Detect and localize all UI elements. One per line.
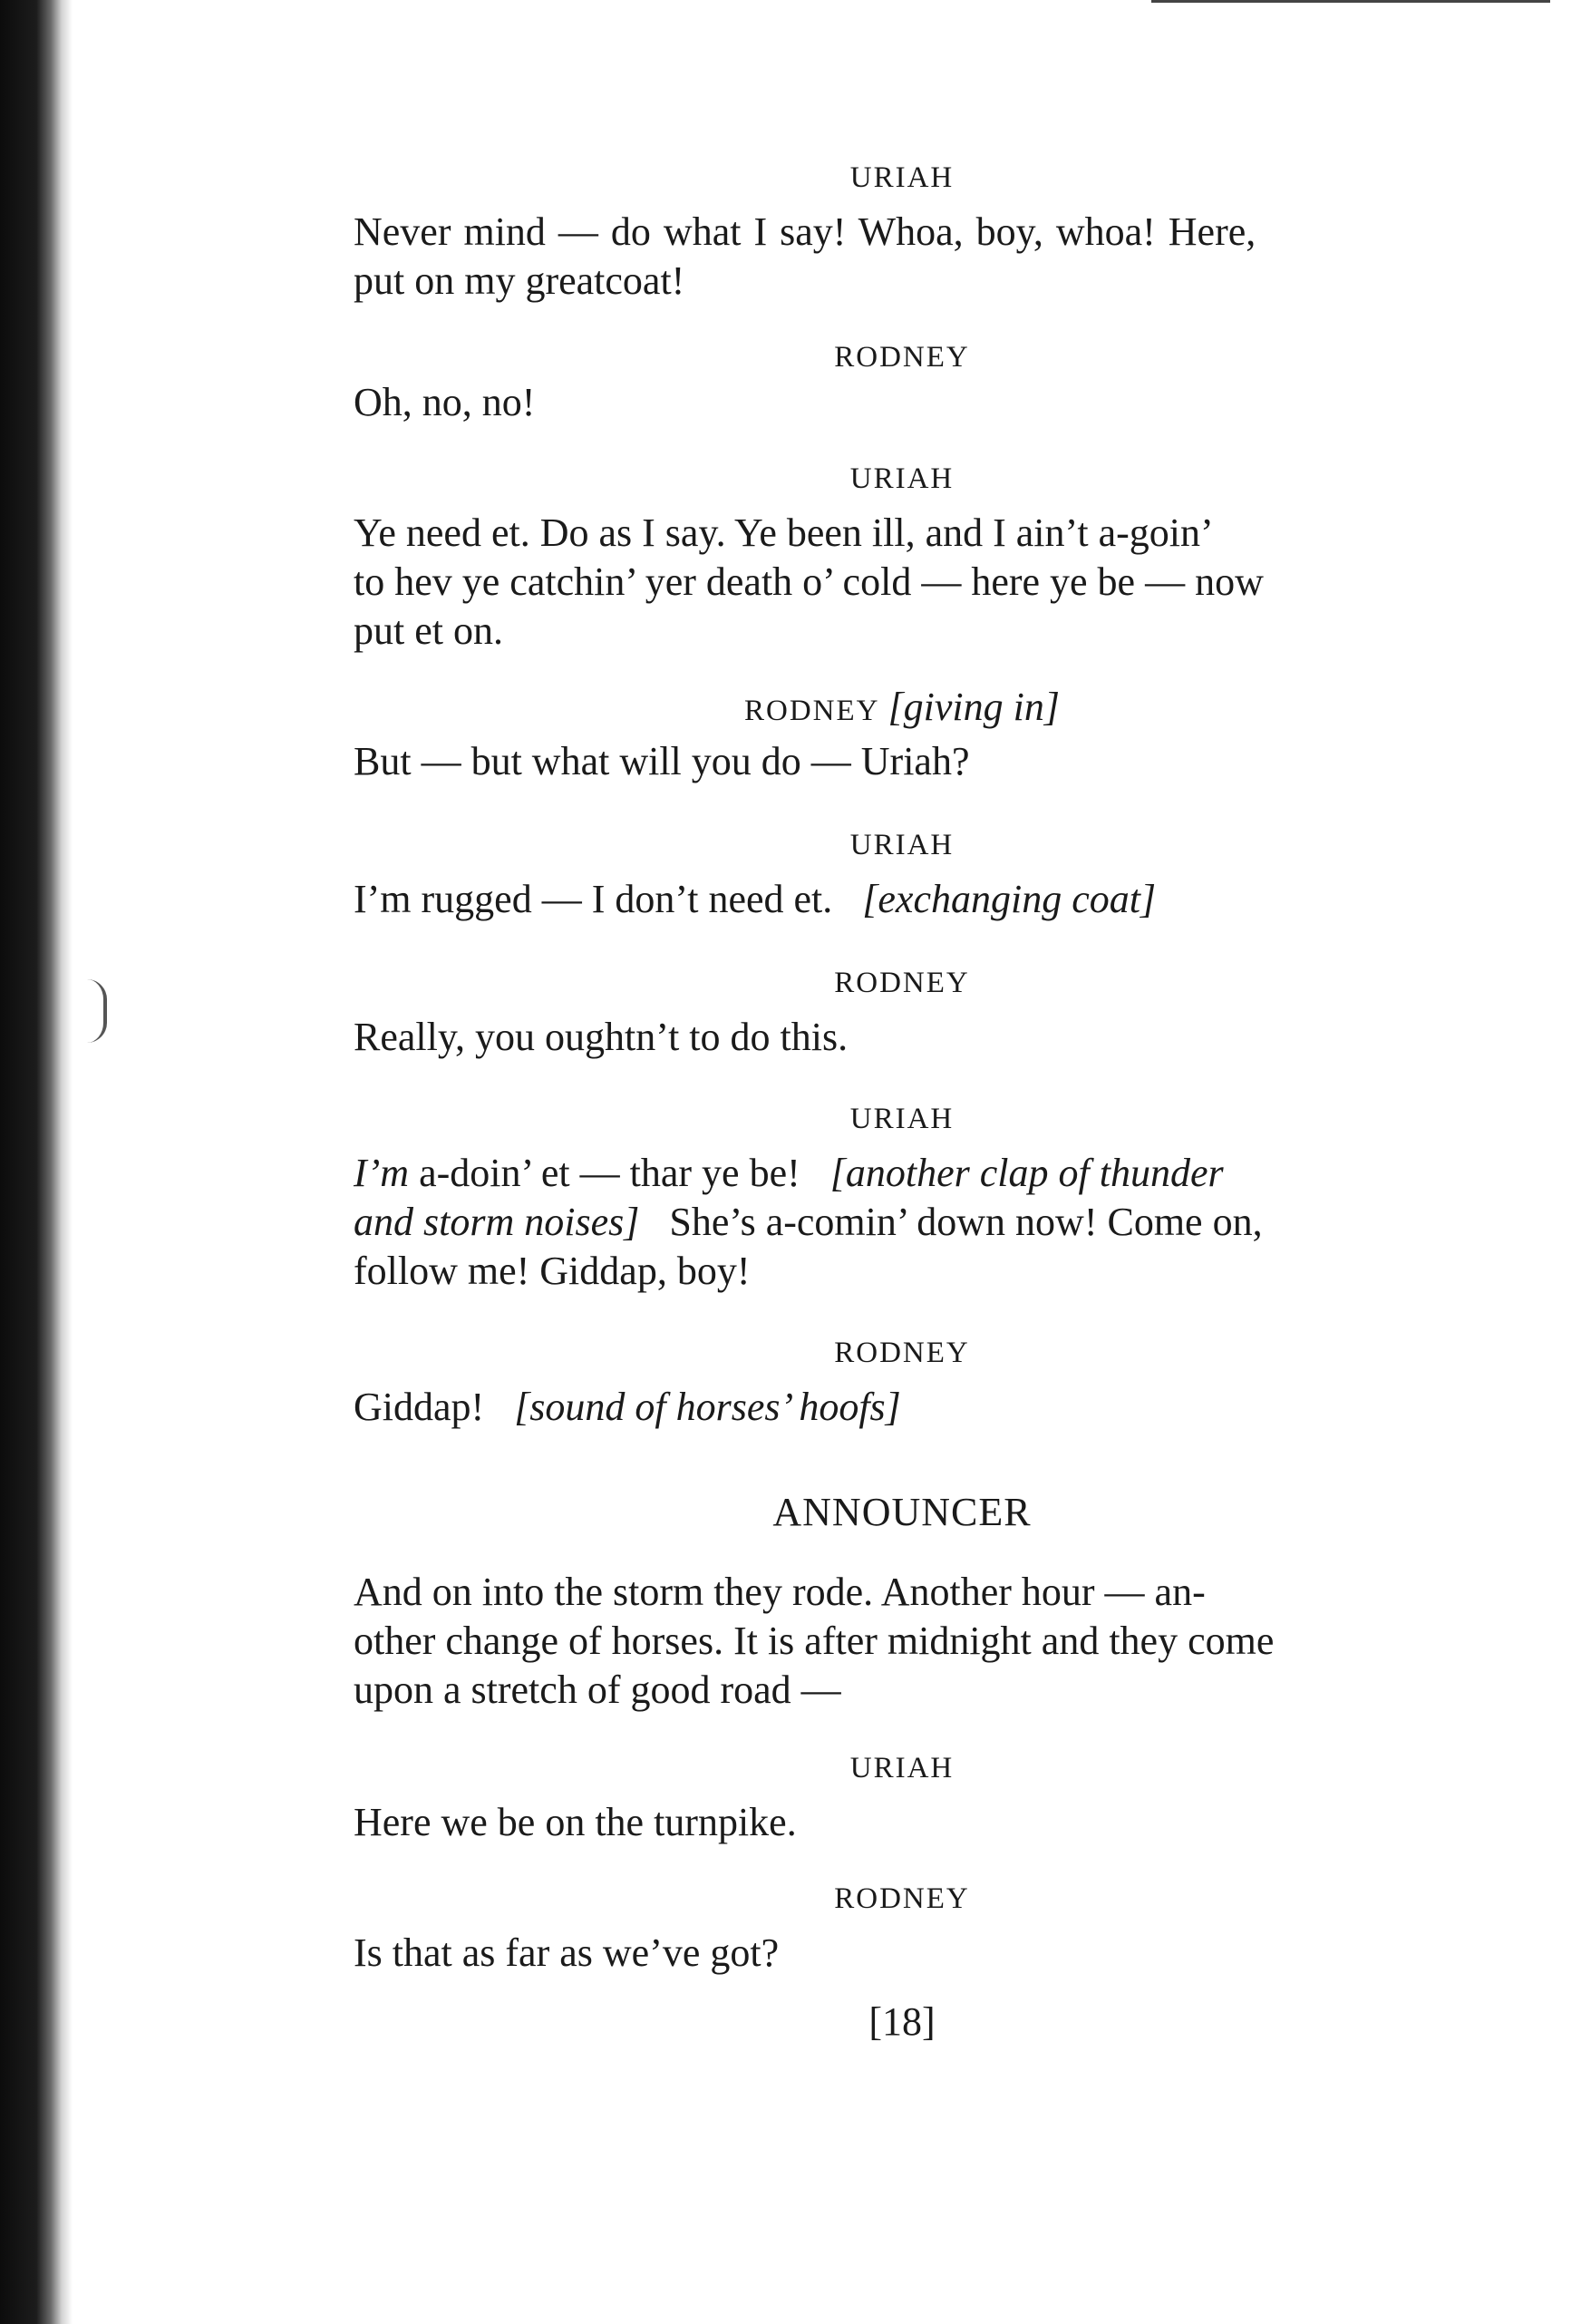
speaker-name: RODNEY (834, 341, 970, 374)
emphasis-word: I’m (354, 1151, 410, 1195)
dialogue-text: a-doin’ et — thar ye be! (419, 1151, 800, 1195)
dialogue-line: Here we be on the turnpike. (354, 1800, 797, 1844)
speaker-name: RODNEY (834, 967, 970, 999)
dialogue-text: Giddap! (354, 1385, 485, 1429)
stage-direction: [giving in] (887, 685, 1060, 729)
stage-direction: [sound of horses’ hoofs] (514, 1385, 901, 1429)
dialogue-line (354, 1150, 1450, 1197)
speaker-heading (354, 685, 1450, 729)
book-binding-shadow (0, 0, 73, 2324)
dialogue-line: to hev ye catchin’ yer death o’ cold — here ye be — now (354, 559, 1264, 604)
speaker-name: URIAH (849, 161, 955, 194)
script-page (354, 0, 1450, 2324)
dialogue-line (354, 876, 1450, 923)
speaker-name: ANNOUNCER (772, 1490, 1032, 1534)
speaker-name: URIAH (849, 462, 955, 495)
page-number: [18] (868, 1999, 936, 2044)
dialogue-line: put on my greatcoat! (354, 258, 685, 303)
speaker-name: URIAH (849, 829, 955, 861)
dialogue-text: She’s a-comin’ down now! Come on, (669, 1200, 1263, 1244)
speaker-name: URIAH (849, 1103, 955, 1135)
dialogue-line: other change of horses. It is after midnight and they come (354, 1619, 1275, 1663)
dialogue-line: Really, you oughtn’t to do this. (354, 1015, 849, 1059)
speaker-name: URIAH (849, 1752, 955, 1784)
dialogue-line: Oh, no, no! (354, 380, 536, 424)
dialogue-line: But — but what will you do — Uriah? (354, 739, 970, 783)
stage-direction: [another clap of thunder (829, 1151, 1224, 1195)
dialogue-line: And on into the storm they rode. Another hour — an- (354, 1570, 1206, 1614)
dialogue-line (354, 1384, 1450, 1431)
dialogue-line (354, 1199, 1450, 1246)
dialogue-line: Is that as far as we’ve got? (354, 1930, 780, 1975)
dialogue-line: follow me! Giddap, boy! (354, 1249, 751, 1293)
speaker-name: RODNEY (834, 1882, 970, 1915)
binding-mark (87, 979, 107, 1043)
dialogue-text: I’m rugged — I don’t need et. (354, 877, 833, 921)
dialogue-line: upon a stretch of good road — (354, 1668, 841, 1712)
stage-direction: and storm noises] (354, 1200, 640, 1244)
speaker-name: RODNEY (744, 695, 879, 727)
dialogue-line: put et on. (354, 608, 503, 653)
dialogue-line: Never mind — do what I say! Whoa, boy, whoa! Here, (354, 209, 1256, 254)
speaker-name: RODNEY (834, 1337, 970, 1369)
dialogue-line: Ye need et. Do as I say. Ye been ill, and I ain’t a-goin’ (354, 511, 1214, 555)
stage-direction: [exchanging coat] (862, 877, 1157, 921)
